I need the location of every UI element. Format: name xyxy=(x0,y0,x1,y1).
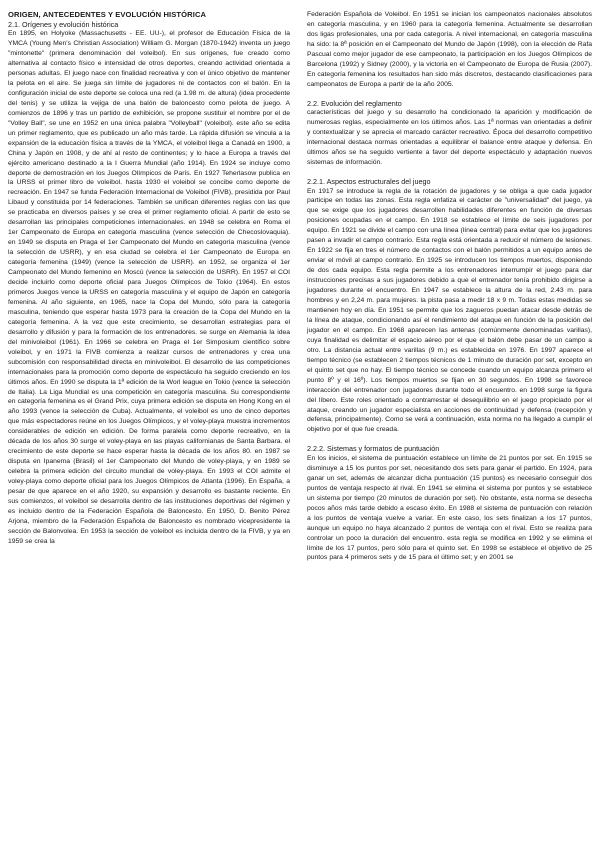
section-2-2-2-text: En los inicios, el sistema de puntuación establece un límite de 21 puntos por set. En 1915 se disminuye a 15 los puntos por set, necesitando dos sets para ganar el partido. En 1924, para ganar un set, además de alcanzar dicha puntuación (15 puntos) es necesario conseguir dos puntos de ventaja respecto al rival. En 1941 se elimina el sistema por puntos y se establece un sistema por tiempo (20 minutos de duración por set). No obstante, esta norma se desecha pocos años más tarde debido a escaso éxito. En 1988 el sistema de puntuación con relación a los puntos de ventaja vuelve a variar. En este caso, los sets finalizan a los 17 puntos, aunque un equipo no haya alcanzado 2 puntos de ventaja con el rival. Esto se realiza para controlar un poco la duración del encuentro. esta regla se modifica en 1992 y se elimina el límite de los 17 puntos, pero sólo para el quinto set. En 1998 se establece el objetivo de 25 puntos para 4 primeros sets y de 15 para el último set; y en 2001 se xyxy=(307,454,592,562)
document-title: ORIGEN, ANTECEDENTES Y EVOLUCIÓN HISTÓRICA xyxy=(8,10,207,19)
section-2-2-1-heading: 2.2.1. Aspectos estructurales del juego xyxy=(307,176,431,186)
intro-paragraph: Federación Española de Voleibol. En 1951 se inician los campeonatos nacionales absolutos en categoría masculina, y en 1960 para la categoría femenina. Actualmente se desarrollan dos ligas profesionales, una por cada categoría. A nivel internacional, en categoría masculina ha sido: la 8ª posición en el Campeonato del Mundo de Japón (1998), con la elección de Rafa Pascual como mejor jugador de ese campeonato, la participación en los Juegos Olímpicos de Barcelona (1992) y Sidney (2000), y la victoria en el Campeonato de Europa de Rusia (2007). En categoría femenina los resultados han sido más discretos, destacando clasificaciones para campeonatos de Europa a partir de la año 2005. xyxy=(307,11,592,88)
section-2-2-heading: 2.2. Evolución del reglamento xyxy=(307,98,402,108)
section-2-2-2-heading: 2.2.2. Sistemas y formatos de puntuación xyxy=(307,444,440,454)
spacer xyxy=(307,435,592,444)
right-column xyxy=(307,10,592,563)
section-2-2-1-text: En 1917 se introduce la regla de la rotación de jugadores y se obliga a que cada jugador participe en todas las zonas. Esta regla enfatiza el carácter de "universalidad" del juego, ya que se exige que los jugadores desarrollen habilidades diferentes en función de diversas posiciones ocupadas en el campo. En 1918 se establece el límite de seis jugadores por equipo. En 1921 se divide el campo con una línea (línea central) para evitar que los jugadores pasen a invadir el campo contrario. Esta regla está orientada a reducir el número de lesiones. En 1922 se fija en tres el número de contactos con el balón permitidos a un equipo antes de enviar el móvil al campo contrario. En 1925 se introducen los tiempos muertos, disponiendo de dos cada equipo. Esta regla permite a los entrenadores interrumpir el juego para dar instrucciones precisas a sus jugadores debido a que el entrenador tenía prohibido dirigirse a jugadores durante el encuentro. En 1947 se establece la altura de la red, 2.43 m. para hombres y en 2,24 m. para mujeres. la pista pasa a medir 18 x 9 m. Todas estas medidas se mantienen hoy en día. En 1951 se permite que los zagueros puedan atacar desde detrás de la línea de ataque, condicionando así el rendimiento del ataque en función de la posición del jugador en el campo. En 1968 aparecen las antenas (comúnmente denominadas varillas), cuya finalidad es delimitar el espacio aéreo por el que el balón debe pasar de un campo a otro. La distancia actual entre varillas (9 m.) es establecida en 1976. En 1997 aparece el tiempo técnico (se establecen 2 tiempos técnicos de 1 minuto de duración por set, excepto en el quinto set que no hay. El tiempo técnico se concede cuando un equipo alcanza primero el punto 8º y el 16º). Los tiempos muertos se fijan en 30 segundos. En 1998 se favorece interacción del entrenador con jugadores durante todo el encuentro. en 1998 surge la figura del líbero. Este roles orientado a contrarrestar el desequilibrio en el juego propiciado por el ataque, creando un jugador especialista en acciones de continuidad y defensa (recepción y defensa, principalmente). Como se verá a continuación, esta norma no ha llegado a cumplir el objetivo por el que fue creada. xyxy=(307,187,592,434)
section-2-2-text: características del juego y su desarrollo ha condicionado la aparición y modificación de numerosas reglas, especialmente en los últimos años. Las 1ª normas van orientadas a definir y contextualizar y se aprecia el marcado carácter recreativo. Época del desarrollo competitivo internacional destaca normas orientadas a equilibrar el balance entre ataque y defensa. En últimos años se ha seguido vertiente a favor del deporte espectáculo y adaptación nuevos sistemas de información. xyxy=(307,109,592,166)
spacer xyxy=(307,168,592,177)
section-2-1-heading: 2.1. Orígenes y evolución histórica xyxy=(8,19,119,29)
section-2-1-text: En 1895, en Holyoke (Massachusetts - EE. UU-), el profesor de Educación Física de la YMCA (Young Men's Christian Association) William G. Morgan (1870-1942) inventa un juego "mintonette" (primera denominación del voleibol). En sus orígenes, fue creado como alternativa al contacto físico e intensidad de otros deportes, creando actividad orientada a personas adultas. El juego nace con finalidad recreativa y con el único objetivo de mantener la pelota en el aire. Se juega sin límite de jugadores ni de contactos con el balón. En la configuración inicial de este deporte se coloca una red (a 1.98 m. de altura) (idea procedente del tenis) y se utiliza la vejiga de una balón de baloncesto como pelota de juego. A comienzos de 1896 y tras un partido de exhibición, se propone sustituir el nombre por el de "Volley Ball", se une en 1952 en una única palabra "Volleyball" (voleibol). este año se edita un primer reglamento, que es publicado un año más tarde. La rápida difusión se vincula a la expansión de la educación física a través de la YMCA, el voleibol llega a Canadá en 1900, a China y Japón en 1908, y de ahí al resto de continentes; y lo hace a Europa a través del ejército americano destinado a la I Guerra Mundial (año 1914). En 1924 se incluye como deporte de demostración en los Juegos Olímpicos de París. En 1927 Teherlasow publica en la URSS el primer libro de voleibol. hasta 1930 el voleibol se concibe como deporte de recreación. En 1947 se funda Federación Internacional de Voleibol (FIVB), presidida por Paul Libaud y constituida por 14 federaciones. También se unifican diferentes reglas con las que se practicaba en diversos países y se crea el primer reglamento oficial. A partir de esto se desarrollan las principales competiciones internacionales. en 1948 se celebra en Roma el 1er Campeonato de Europa en categoría masculina (vence selección de Checoslovaquia). en 1949 se disputa en Praga el 1er Campeonato del Mundo en categoría masculina (vence la selección de USRR), y en esa ciudad se celebra el 1er Campeonato de Europa en categoría femenina (1949) (vence la selección de USRR). en 1952, se organiza el 1er Campeonato del Mundo femenino en Moscú (vence la selección de USRR). En 1957 el COI decide incluirlo como deporte oficial para Juegos Olímpicos de Tokio (1964). En estos primeros Juegos vence la URSS en categoría masculina y el equipo de Japón en categoría femenina. Al año siguiente, en 1965, nace la Copa del Mundo, sólo para la categoría masculina, teniendo que esperar hasta 1973 para la creación de la Copa del Mundo en la categoría femenina. A la vez que este crecimiento, se desarrollan estrategias para el desarrollo y difusión y para la formación de los entrenadores. se surge en Alemania la idea del minivoleibol (1961). En 1966 se celebra en Praga el 1er Simposium científico sobre voleibol, y en 1971 la FIVB comienza a realizar cursos de entrenadores y crea una subcomisión con responsabilidad directa en minivoleibol. El desarrollo de las competiciones internacionales para la promoción como deporte de espectáculo ha seguido creciendo en los últimos años. En 1990 se disputa la 1ª edición de la Worl league en Tokio (vence la selección de Italia). La Liga Mundial es una competición en categoría masculina. Su correspondiente en categoría femenina es el Grand Prix, cuya primera edición se disputa en Hong Kong en el año 1993 (vence la selección de Cuba). Actualmente, el voleibol es uno de cinco deportes que más espectadores reúne en los Juegos Olímpicos, y el voley-playa muestra incrementos considerables de edición en edición. De forma paralela como deporte recreativo, en la década de los años 30 surge el voley-playa en las playas californianas de Santa Barbara. el crecimiento de este deporte se hace esperar hasta la década de los años 80. en 1987 se disputa en Ipanema (Brasil) el 1er Campeonato del Mundo de voley-playa, y en 1989 se celebra la primera edición del circuito mundial de voley-playa. En 1993 el COI admite el voley-playa como deporte oficial para los Juegos Olímpicos de Atlanta (1996). En España, a pesar de que aparece en el año 1920, su expansión y desarrollo es bastante reciente. En sus comienzos, el voleibol se desarrolla dentro de las instituciones deportivas del régimen y es incluido dentro de la Federación Española de Baloncesto. En 1950, D. Benito Pérez Arjona, miembro de la Federación Española de Baloncesto es nombrado vicepresidente la sección de Balonvolea. En 1953 la sección de voleibol es incluida dentro de la FIVB, y ya en 1959 se crea la xyxy=(8,30,290,545)
left-column xyxy=(8,10,290,547)
spacer xyxy=(307,90,592,99)
